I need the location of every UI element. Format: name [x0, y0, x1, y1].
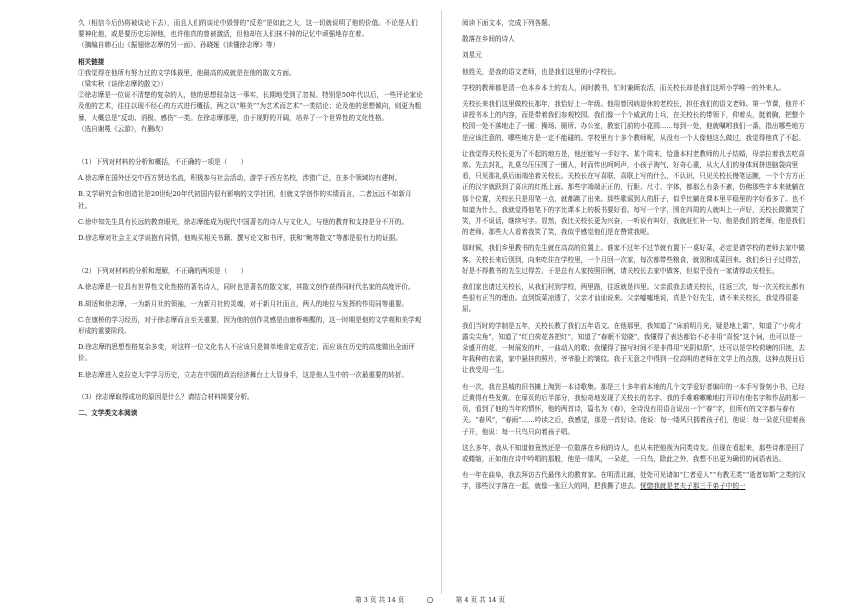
section-title: 二、文学类文本阅读	[78, 409, 138, 418]
question-1-stem: （1）下列对材料的分析和概括，不正确的一项是（ ）	[78, 158, 248, 167]
page-separator-icon: ○	[426, 595, 434, 604]
question-2-option-c: C.在康桥的学习经历，对于徐志摩而言至关重要，因为他的创作灵感是由康桥唤醒的，这一时期是他的文学观和美学观形成的重要阶段。	[78, 315, 422, 336]
page-footer	[0, 594, 860, 604]
question-2-option-a: A.徐志摩是一位具有世界性文化性格的著名诗人，同时也是著名的散文家，其散文创作获得同时代名家的高度评价。	[78, 283, 415, 292]
left-page-number: 第 3 页 共 14 页	[354, 596, 405, 604]
source-citation: （摘编自韩石山《振翅徐志摩的另一面》、孙晓娅《读懂徐志摩》等）	[78, 41, 280, 50]
article-paragraph: 这么多年，我从不知道他竟然还是一位散落在乡间的诗人，也从未把他视为同类诗友。但现在看起来，那些诗都是回了或蜷缩，正如他在诗中吟唱的那般，他是一缕风，一朵花，一只鸟，除此之外，我想不出更为确切的词语表达。	[462, 443, 805, 463]
question-1-option-a: A.徐志摩在国外还交中西方贤达名流，积极参与社会活动，游学于西方名校，涉猎广泛，在多个领域均有建树。	[78, 174, 402, 183]
right-page-number: 第 4 页 共 14 页	[455, 596, 506, 604]
intro-paragraph: 久（相信今后仍将被谈论下去），而且人们的谈论中毁誉的“反差”是如此之大，这一切就说明了他的价值。不论是人们要神化他，或是要历史忘掉他，也许他真的曾被激活，但他却在人们抹不掉的记忆中顽强地存在着。	[78, 19, 418, 39]
article-paragraph: 学校的教师都是清一色本乡本土的农人，闲时教书，忙时兼顾农活，而关校长却是我们这所小学唯一的外来人。	[462, 83, 786, 92]
article-paragraph: 我们家也请过关校长，从我们村到学校，两里路，往返就是四里。父亲派我去请关校长，往返三次，每一次关校长都有些很有正当的理由。直到饭菜凉透了，父亲才讪讪说来。父亲嘘嘘地说，真是个好先生，请不来关校长，我觉得很委屈。	[462, 283, 805, 314]
link-source-2: （选自谢冕《云游》，有删改）	[78, 124, 168, 133]
question-1-option-b: B.文学研究会和创造社是20世纪20年代初国内很有影响的文学社团，但就文学创作的实绩而言，二者远远不如新月社。	[78, 190, 412, 210]
link-source-1: （梁实秋《谈徐志摩的散文》）	[78, 80, 168, 89]
link-quote-1: ①我觉得在他所有努力过的文学体裁里，他最高的成就是在他的散文方面。	[78, 68, 296, 77]
reading-instruction: 阅读下面文本，完成下列各题。	[462, 19, 555, 27]
related-links-title: 相关链接	[78, 57, 105, 66]
question-2-option-b: B.胡适和徐志摩，一为新月社的领袖，一为新月社的灵魂，对于新月社而言，两人的地位与发挥的作用同等重要。	[78, 299, 409, 308]
article-paragraph: 那时候，我们乡里教书的先生就在高高的位置上。谁家不过年不过节就有置下一桌好菜，必定是请学校的老师去家中做客。关校长来后别到，向来吃住在学校里，一个月回一次家，每次都带些粮食，就别和成菜回来。我们乡日子过得苦，好是不得教书的先生过得苦，于是总有人家按照旧例，请关校长去家中做客，但似乎没有一家请得动关校长。	[462, 244, 805, 275]
column-divider	[441, 10, 442, 594]
article-paragraph: 他姓关，是我的语文老师，也是我们这里的小学校长。	[462, 67, 621, 76]
article-paragraph-text: 有一年在曲阜，我去拜访古代最伟大的教育家。在明清北廊，处处可见诸如“仁者爱人”“有教无类”“逝者如斯”之类的汉字，那些汉字落在一起，就像一张巨大的网，把我撕了进去。	[462, 471, 806, 491]
question-1-option-c: C.徐申知先生具有长远的教育眼光，徐志摩能成为现代中国著名的诗人与文化人，与他的教育和支持是分不开的。	[78, 217, 408, 226]
question-2-option-d: D.徐志摩的思想性格复杂多变，对这样一位文化名人不应该只是简单地肯定或否定；而应该在历史的高度做出全面评价。	[78, 343, 415, 363]
article-paragraph: 关校长来我们这里做校长那年，我恰好上一年级。他用曾因病退休的老校长，担任我们的语文老师。第一节课，他并不讲授书本上的内容，而是带着我们参观校园。我们像一个个威武的士兵，在关校长的带领下，仰着头，挺着胸，把整个校园一处不落地走了一圈：操场、厕所、办公室，教室门前的小花园……每到一处，他就嘱咐我们一番，指出哪些地方是应该注意的，哪些地方是一定不能碰的。学校里有十多个教师呢，从没有一个人像他这么做过，我觉得他真了不起。	[462, 100, 805, 142]
article-author: 刘星元	[462, 51, 482, 60]
article-paragraph: 我们当时的学制是五年，关校长教了我们五年语文。在他那里，我知道了“床前明月光，疑是地上霜”，知道了“小荷才露尖尖角”，知道了“红白荷花各把红”，知道了“春眠不觉晓”，我懂得了表达都恰不必非用“喜悦”这个词，也可以是一朵盛开的花，一树展发的叶，一曲动人的歌；我懂得了描写时间不是非得用“光阴似箭”，还可以是学校荷塘的旧池，去年栽种的衣裳，家中悬挂的照片，爷爷脸上的皱纹。我于无意之中得到一位高明的老师在文学上的点拨，这种点拨日后让我受用一生。	[462, 321, 806, 375]
left-column	[78, 18, 423, 419]
link-quote-2: ②徐志摩是一位说不清楚的复杂的人，他的思想驳杂这一事实，长期地受到了忽视。特别是50年代以后，一些评论家论及他的艺术，往往以现不经心的方式进行概括，两之以“唯美”“为艺术而艺术”一类结论；论及他的思想倾向，则更为粗暴，大概总是“反动、消极、感伤”一类。在徐志摩那里，由于视野的开阔，培养了一个世界性的文化性格。	[78, 91, 423, 122]
question-2-option-e: E.徐志摩进入克拉克大学学习历史，立志在中国的政治经济舞台上大显身手，这是他人生中的一次最重要的转折。	[78, 370, 409, 379]
right-column	[462, 18, 807, 493]
article-title: 散落在乡间的诗人	[462, 35, 515, 44]
article-paragraph: 让我觉得关校长更为了不起的地方是，他还能写一手好字。某个周末，恰逢本村老教师的儿子结婚，母亲拉着我去吃喜席。先去封礼，礼桌乌压压围了一圈人，时而传出呵呵声，小孩子淘气，好奇心重，从大人们的身体间挤进脑袋向里看，只见那礼桌后面端坐着关校长。关校长在写喜联，喜联上写的什么，不认识，只见关校长慢笔运腕，一个个方方正正的汉字就跃到了喜庆的红纸上面。那些字端端正正的，行距、尺寸、字体，都那么有条不紊，仿佛那些字本来就躺在那个位置，关校长只是用笔一点，就都跳了出来。那些歌谣到人的肝子，似乎比躺在课本里平稳里的字好看多了。也不知道为什么，我就觉得他笔下的字比课本上的板书要好看。每写一个字，围在四周的人就叫上一声好，关校长微微笑了笑，并不说话，继续写字。显然，我比关校长更为兴奋，一听说有叫好，我就赶忙补一句，他是我们的老师，他是我们的老师。那些大人看着我笑了笑，我似乎感觉他们是在赞赏我呢。	[462, 149, 805, 237]
question-3-stem: （3）徐志摩取得成功的原因是什么？请结合材料简要分析。	[78, 392, 254, 401]
question-1-option-d: D.徐志摩对社会主义学说抱有同情，他购买相关书籍、撰写论文和书评，获和“鲍等散文”等都是很有力的证据。	[78, 234, 402, 243]
article-paragraph-last	[462, 470, 807, 492]
article-paragraph: 有一次，我在县城的旧书摊上淘到一本诗歌集。那是三十多年前本地的几个文学爱好者编印的一本手写誊刻小书，已经泛黄得有些发黄。在扉页的后半部分，我惊奇地发现了关校长的名字。我的手难难嗽嗽地打开印有他名字和作品的那一页，看到了他的当年的情怀，他的两首诗，篇名为《春》，全诗没有用语言说出一个“春”字，但所有的文字都与春有关。“春风”，“春雨”……吟读之后，我感觉，那是一首好诗。他说：每一缕风只拥着孩子们，他说：每一朵花只迎着孩子开，他说：每一只鸟只向着孩子唱。	[462, 382, 806, 436]
underlined-sentence: 恍惚我就是老夫子那三千弟子中的一	[640, 482, 746, 491]
question-2-stem: （2）下列对材料的分析和理解，不正确的两项是（ ）	[78, 267, 248, 276]
